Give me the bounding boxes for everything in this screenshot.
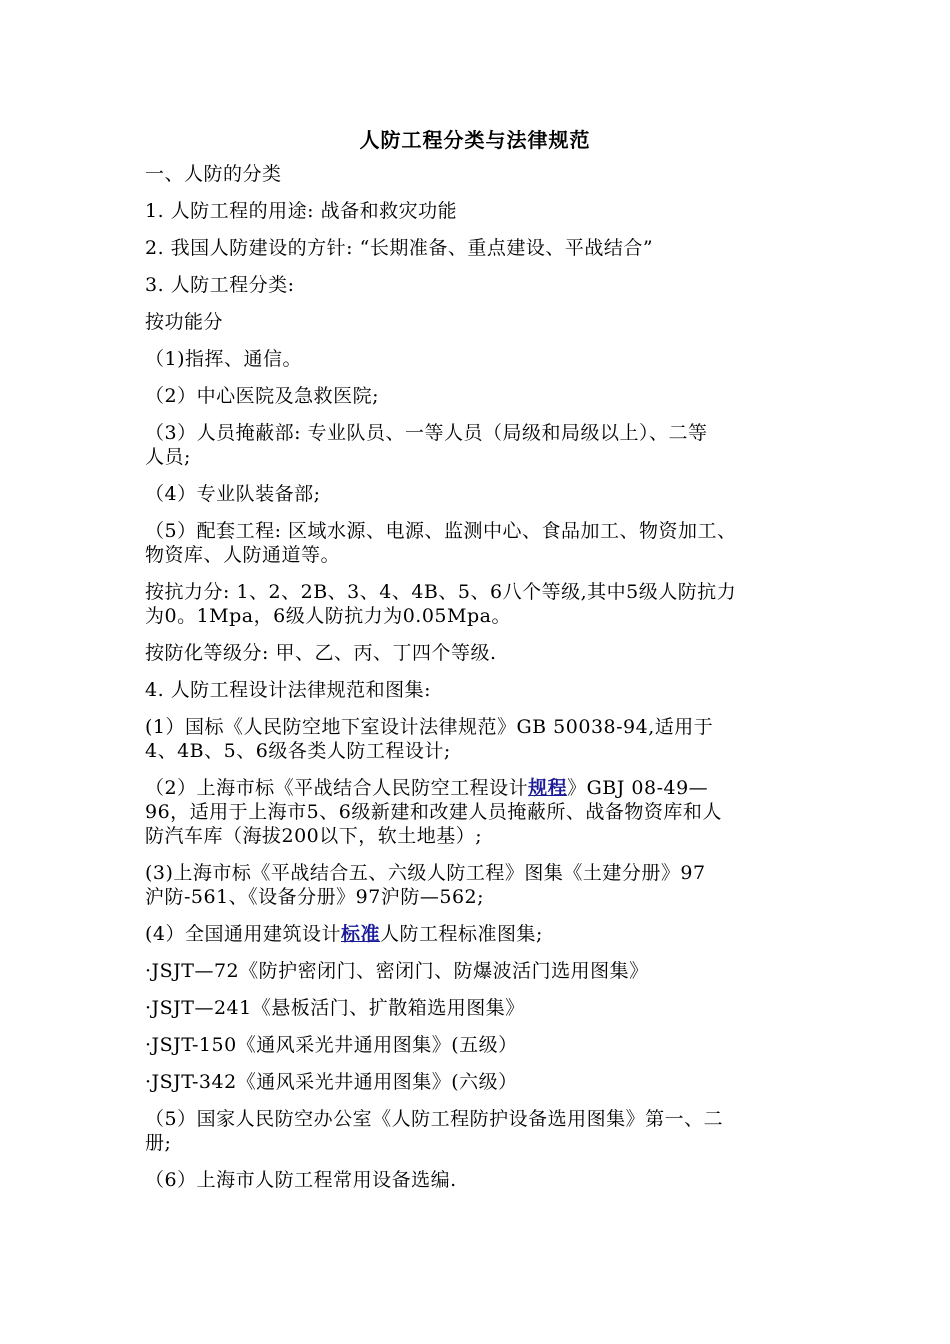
list-item: ·JSJT—72《防护密闭门、密闭门、防爆波活门选用图集》 — [145, 960, 649, 982]
text-line: (3)上海市标《平战结合五、六级人防工程》图集《土建分册》97 — [145, 862, 706, 884]
document-title: 人防工程分类与法律规范 — [359, 128, 591, 152]
text-line: （5）配套工程: 区域水源、电源、监测中心、食品加工、物资加工、 — [145, 520, 737, 542]
text-line: 按抗力分: 1、2、2B、3、4、4B、5、6八个等级,其中5级人防抗力 — [145, 581, 737, 603]
text-line: （4）专业队装备部; — [145, 483, 321, 505]
list-item: ·JSJT-342《通风采光井通用图集》(六级） — [145, 1071, 518, 1093]
standard-link[interactable]: 标准 — [341, 923, 381, 945]
text-line: 1. 人防工程的用途: 战备和救灾功能 — [145, 200, 458, 222]
text-line: 物资库、人防通道等。 — [145, 544, 341, 566]
text-segment: (4）全国通用建筑设计 — [145, 923, 342, 945]
guideline-link[interactable]: 规程 — [528, 777, 568, 799]
text-line: （5）国家人民防空办公室《人防工程防护设备选用图集》第一、二 — [145, 1108, 724, 1130]
text-line: （3）人员掩蔽部: 专业队员、一等人员（局级和局级以上）、二等 — [145, 422, 708, 444]
text-segment: 》GBJ 08-49— — [567, 777, 709, 799]
text-line: 册; — [145, 1132, 172, 1154]
text-line: 2. 我国人防建设的方针: “长期准备、重点建设、平战结合” — [145, 237, 654, 259]
text-line: 按防化等级分: 甲、乙、丙、丁四个等级. — [145, 642, 497, 664]
text-line: 4、4B、5、6级各类人防工程设计; — [145, 740, 451, 762]
text-line: 4. 人防工程设计法律规范和图集: — [145, 679, 432, 701]
text-line — [145, 776, 708, 800]
text-line: 防汽车库（海拔200以下，软土地基）; — [145, 825, 483, 847]
text-line: 3. 人防工程分类: — [145, 274, 295, 296]
text-line: 沪防-561、《设备分册》97沪防—562; — [145, 886, 485, 908]
text-line: （2）中心医院及急救医院; — [145, 385, 379, 407]
section-heading: 一、人防的分类 — [145, 163, 282, 185]
text-line: （1)指挥、通信。 — [145, 348, 303, 370]
text-segment: （2）上海市标《平战结合人民防空工程设计 — [145, 777, 529, 799]
text-line: 按功能分 — [145, 311, 224, 333]
text-segment: 人防工程标准图集; — [380, 923, 543, 945]
text-line — [145, 922, 543, 946]
text-line: 96，适用于上海市5、6级新建和改建人员掩蔽所、战备物资库和人 — [145, 801, 722, 823]
text-line: (1）国标《人民防空地下室设计法律规范》GB 50038-94,适用于 — [145, 716, 714, 738]
text-line: 为0。1Mpa，6级人防抗力为0.05Mpa。 — [145, 605, 511, 627]
text-line: （6）上海市人防工程常用设备选编. — [145, 1169, 457, 1191]
list-item: ·JSJT-150《通风采光井通用图集》(五级） — [145, 1034, 518, 1056]
text-line: 人员; — [145, 446, 191, 468]
list-item: ·JSJT—241《悬板活门、扩散箱选用图集》 — [145, 997, 525, 1019]
